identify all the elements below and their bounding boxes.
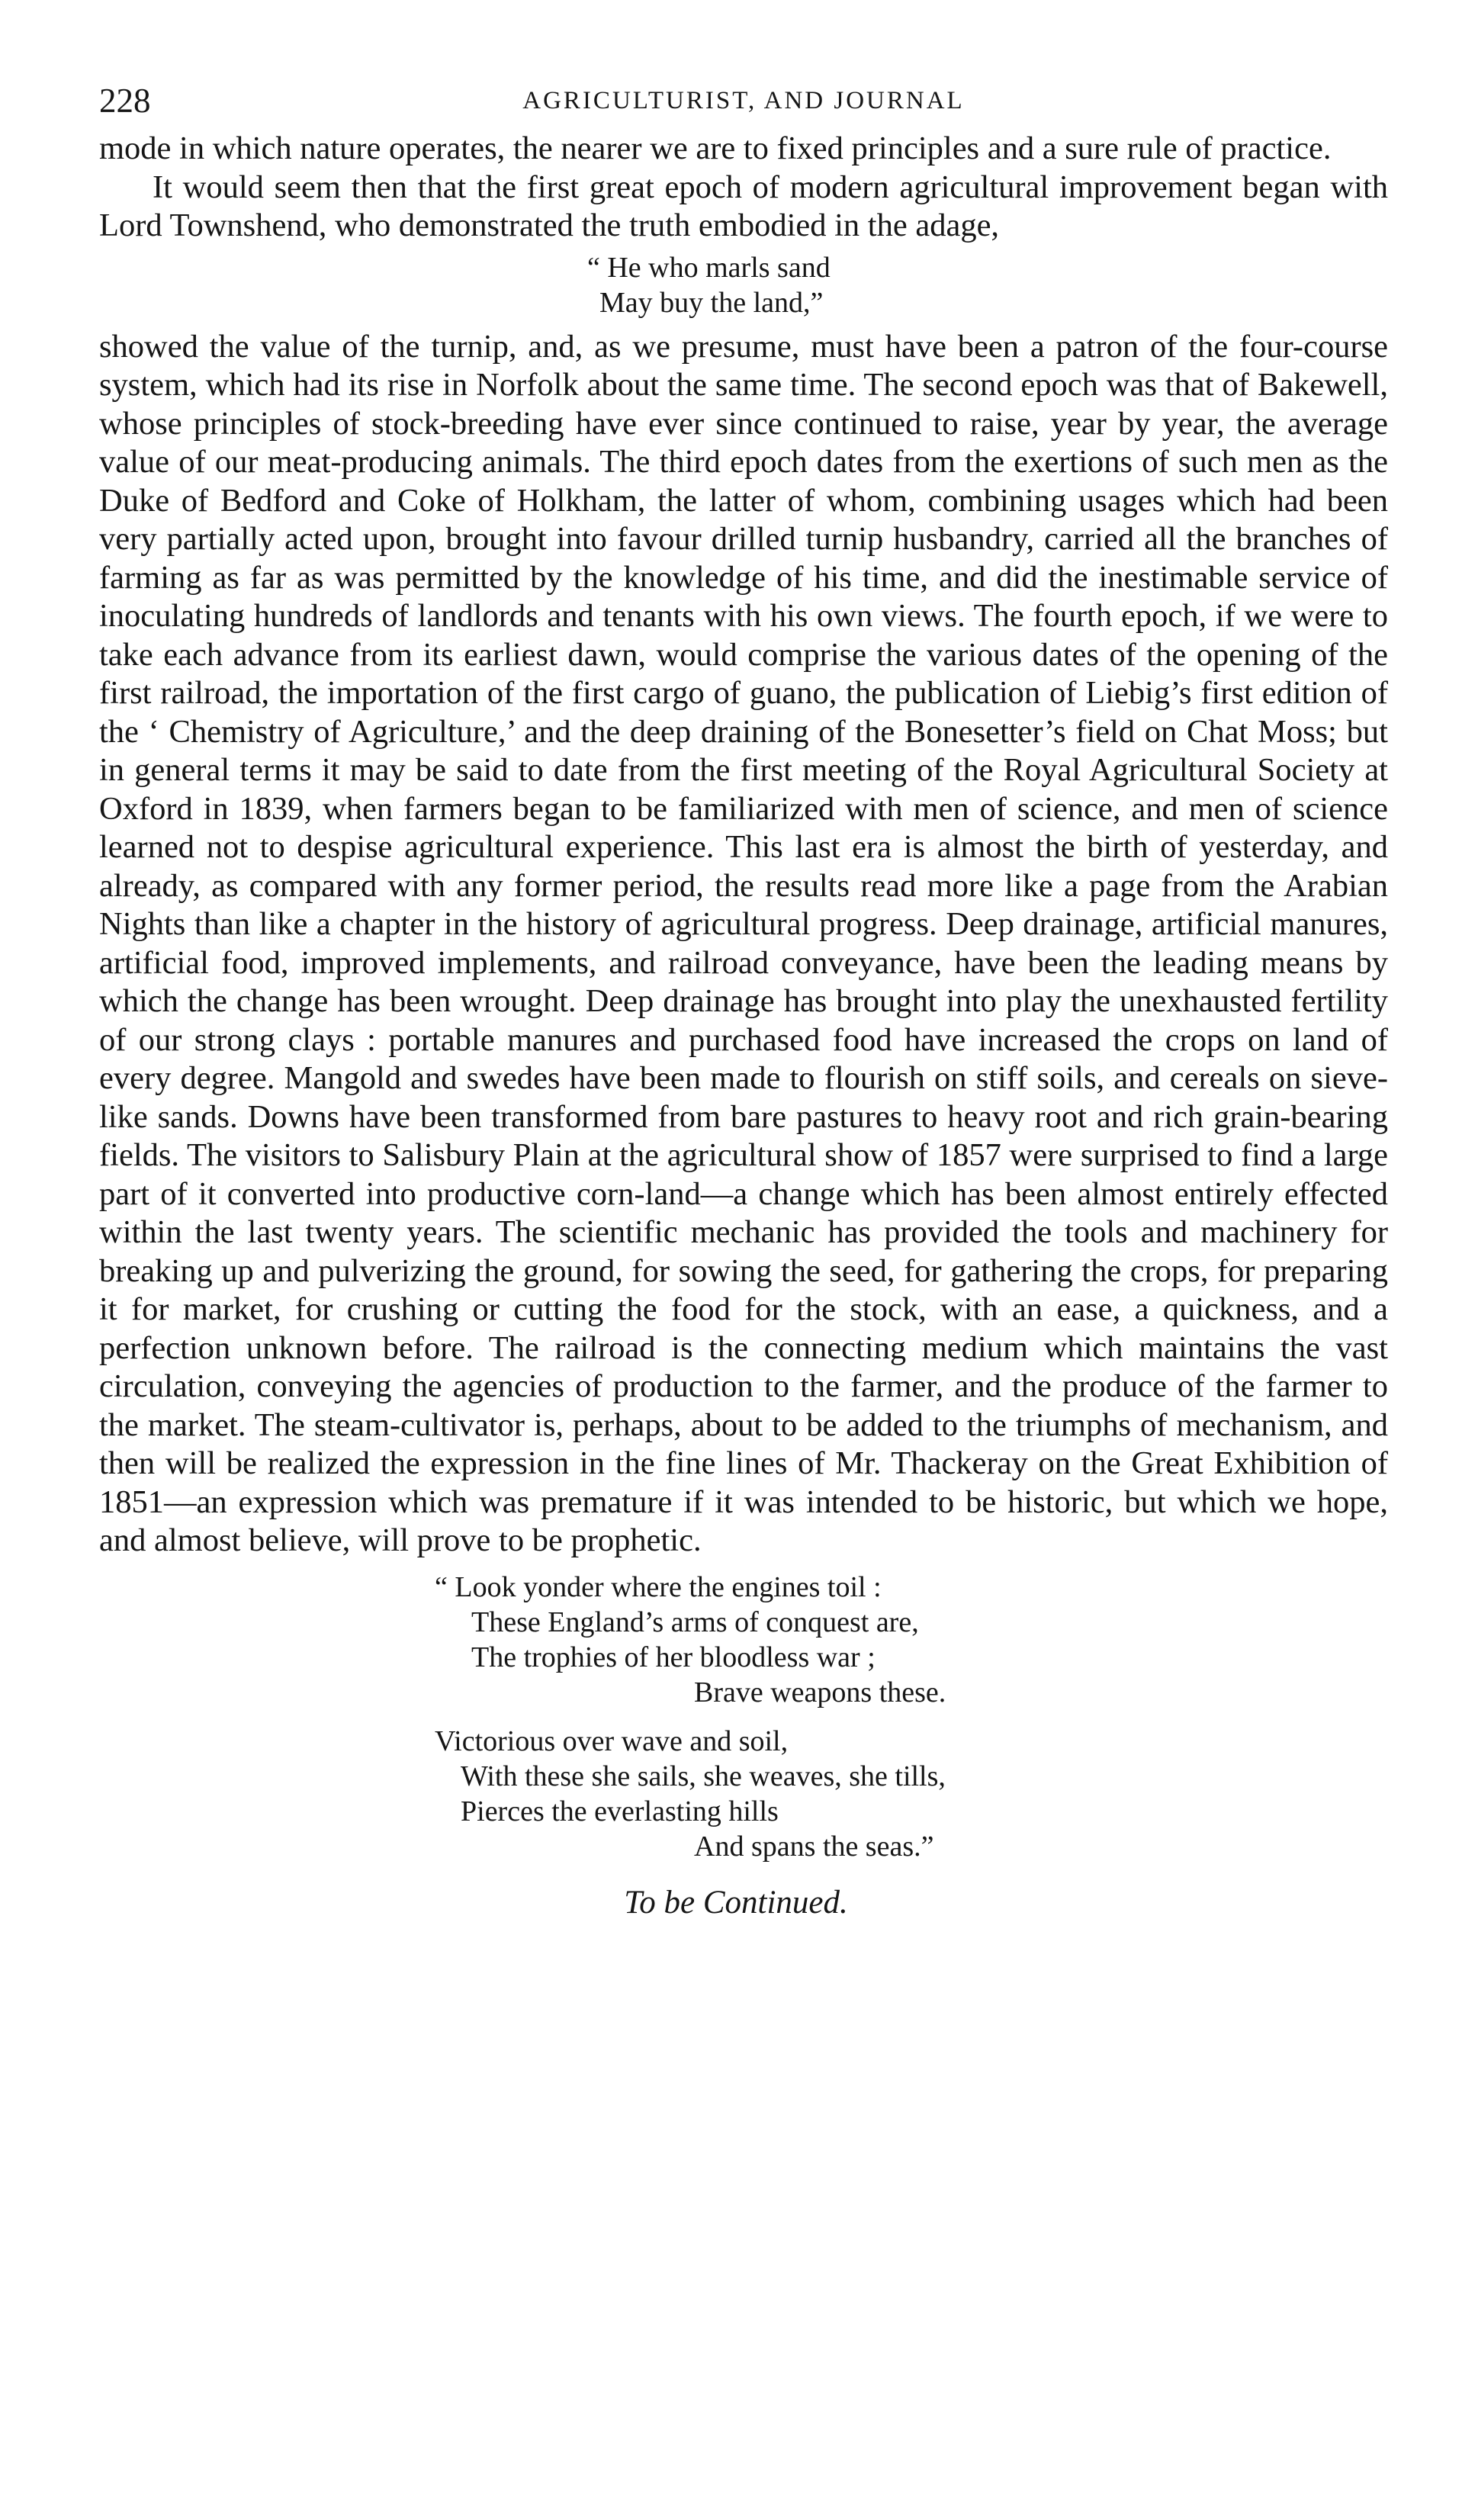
paragraph-1: It would seem then that the first great epoch of modern agricultural improvement began with Lord Townshend, who demonstrated the truth embodied in the adage, — [99, 169, 1388, 243]
verse-line: These England’s arms of conquest are, — [471, 1606, 919, 1638]
verse-stanza-1 — [99, 1570, 1388, 1710]
verse-line: With these she sails, she weaves, she tills, — [461, 1760, 946, 1792]
document-page — [99, 76, 1388, 1921]
verse-line: The trophies of her bloodless war ; — [471, 1641, 876, 1673]
paragraph-0: mode in which nature operates, the nearer we are to fixed principles and a sure rule of practice. — [99, 130, 1332, 166]
verse-stanza-2 — [99, 1724, 1388, 1864]
to-be-continued: To be Continued. — [624, 1884, 848, 1921]
verse-line: Victorious over wave and soil, — [435, 1724, 789, 1757]
running-head: AGRICULTURIST, AND JOURNAL — [522, 87, 965, 114]
verse-line: Brave weapons these. — [694, 1676, 946, 1708]
paragraph-2: showed the value of the turnip, and, as we presume, must have been a patron of the four-course system, which had its rise in Norfolk about the same time. The second epoch was that of Bakewell, whose principles of stock-breeding have ever since continued to raise, year by year, the average value of our meat-producing animals. The third epoch dates from the exertions of such men as the Duke of Bedford and Coke of Holkham, the latter of whom, combining usages which had been very partially acted upon, brought into favour drilled turnip husbandry, carried all the branches of farming as far as was permitted by the knowledge of his time, and did the inestimable service of inoculating hundreds of landlords and tenants with his own views. The fourth epoch, if we were to take each advance from its earliest dawn, would comprise the various dates of the opening of the first railroad, the importation of the first cargo of guano, the publication of Liebig’s first edition of the ‘ Chemistry of Agriculture,’ and the deep draining of the Bonesetter’s field on Chat Moss; but in general terms it may be said to date from the first meeting of the Royal Agricultural Society at Oxford in 1839, when farmers began to be familiarized with men of science, and men of science learned not to despise agricultural experience. This last era is almost the birth of yesterday, and already, as compared with any former period, the results read more like a page from the Arabian Nights than like a chapter in the history of agricultural progress. Deep drainage, artificial manures, artificial food, improved implements, and railroad conveyance, have been the leading means by which the change has been wrought. Deep drainage has brought into play the unexhausted fertility of our strong clays : portable manures and purchased food have increased the crops on land of every degree. Mangold and swedes have been made to flourish on stiff soils, and cereals on sieve-like sands. Downs have been transformed from bare pastures to heavy root and rich grain-bearing fields. The visitors to Salisbury Plain at the agricultural show of 1857 were surprised to find a large part of it converted into productive corn-land—a change which has been almost entirely effected within the last twenty years. The scientific mechanic has provided the tools and machinery for breaking up and pulverizing the ground, for sowing the seed, for gathering the crops, for preparing it for market, for crushing or cutting the food for the stock, with an ease, a quickness, and a perfection unknown before. The railroad is the connecting medium which maintains the vast circulation, conveying the agencies of production to the farmer, and the produce of the farmer to the market. The steam-cultivator is, perhaps, about to be added to the triumphs of mechanism, and then will be realized the expression in the fine lines of Mr. Thackeray on the Great Exhibition of 1851—an expression which was premature if it was intended to be historic, but which we hope, and almost believe, will prove to be prophetic. — [99, 328, 1388, 1558]
verse-line: “ Look yonder where the engines toil : — [435, 1570, 882, 1603]
verse-line: And spans the seas.” — [694, 1830, 934, 1863]
page-header — [99, 76, 1388, 130]
page-number: 228 — [99, 82, 151, 120]
verse-line: Pierces the everlasting hills — [461, 1795, 779, 1827]
thackeray-verse — [99, 1570, 1388, 1864]
adage-line: “ He who marls sand — [587, 251, 831, 284]
adage-couplet — [99, 250, 1388, 320]
adage-line: May buy the land,” — [599, 286, 824, 319]
